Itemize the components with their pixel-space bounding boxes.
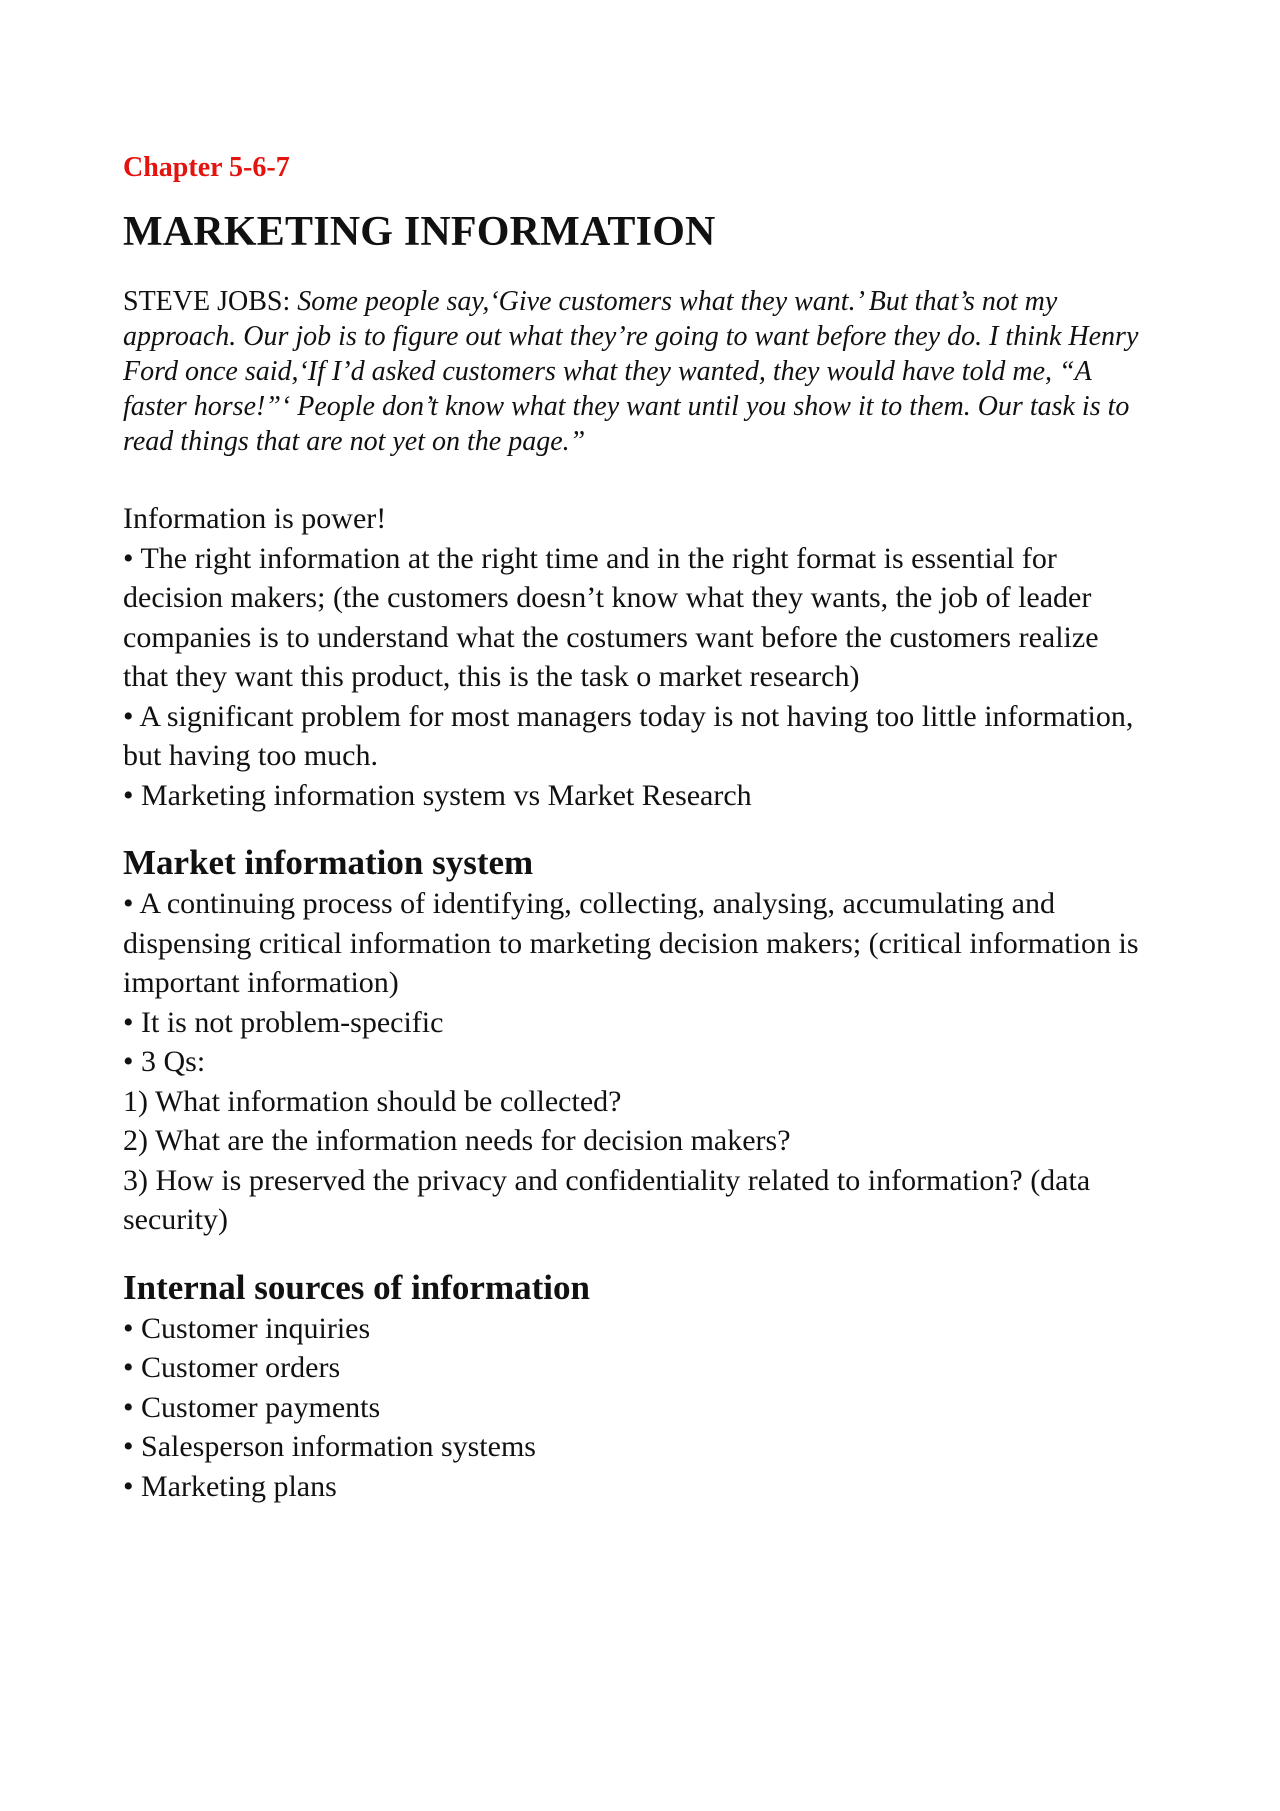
mis-body bbox=[123, 884, 1150, 1240]
mis-line: 1) What information should be collected? bbox=[123, 1084, 622, 1118]
list-item: • Customer payments bbox=[123, 1390, 381, 1424]
quote-text: Some people say,‘Give customers what they want.’ But that’s not my approach. Our job is to figure out what they’re going to want before they do. I think Henry Ford once said,‘If I’d asked customers what they wanted, they would have told me, “A faster horse!”‘ People don’t know what they want until you show it to them. Our task is to read things that are not yet on the page.” bbox=[123, 286, 1139, 457]
internal-sources-list bbox=[123, 1309, 1150, 1507]
mis-line: • 3 Qs: bbox=[123, 1045, 206, 1078]
mis-line: 2) What are the information needs for decision makers? bbox=[123, 1124, 791, 1157]
page-title: MARKETING INFORMATION bbox=[123, 209, 716, 255]
section-heading-mis: Market information system bbox=[123, 843, 534, 882]
mis-line: • It is not problem-specific bbox=[123, 1005, 444, 1039]
steve-jobs-quote bbox=[123, 284, 1150, 459]
list-item: • Customer orders bbox=[123, 1351, 341, 1384]
list-item: • Salesperson information systems bbox=[123, 1430, 536, 1463]
intro-line: Information is power! bbox=[123, 502, 387, 535]
quote-speaker: STEVE JOBS: bbox=[123, 286, 291, 317]
list-item: • Customer inquiries bbox=[123, 1311, 371, 1345]
mis-line: • A continuing process of identifying, collecting, analysing, accumulating and dispensing critical information to marketing decision makers; (critical information is important information) bbox=[123, 887, 1139, 999]
intro-line: • Marketing information system vs Market Research bbox=[123, 778, 752, 812]
chapter-label: Chapter 5-6-7 bbox=[123, 152, 290, 183]
section-heading-internal-sources: Internal sources of information bbox=[123, 1267, 590, 1307]
list-item: • Marketing plans bbox=[123, 1469, 337, 1503]
intro-section bbox=[123, 499, 1150, 815]
intro-line: • The right information at the right time and in the right format is essential for decision makers; (the customers doesn’t know what they wants, the job of leader companies is to understand what the costumers want before the customers realize that they want this product, this is the task o market research) bbox=[123, 541, 1099, 693]
mis-section bbox=[123, 842, 1150, 1240]
mis-line: 3) How is preserved the privacy and confidentiality related to information? (data security) bbox=[123, 1163, 1091, 1236]
intro-line: • A significant problem for most managers today is not having too little information, but having too much. bbox=[123, 699, 1134, 772]
internal-sources-section bbox=[123, 1267, 1150, 1507]
